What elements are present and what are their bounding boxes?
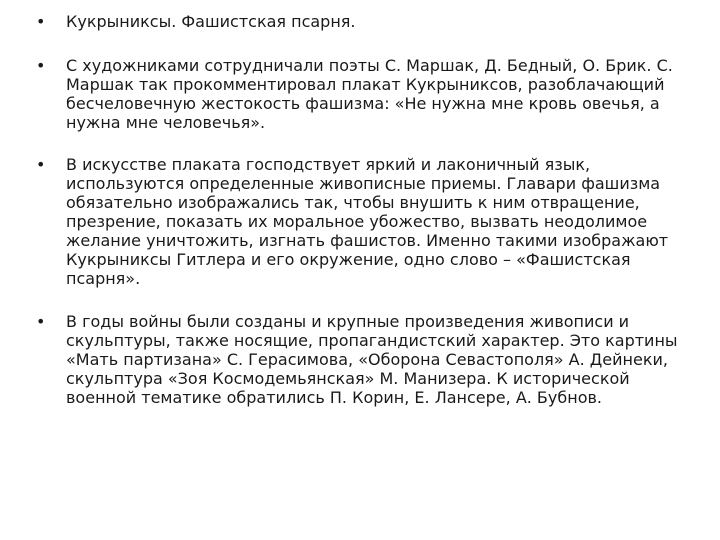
bullet-marker: •: [36, 155, 46, 174]
bullet-text: С художниками сотрудничали поэты С. Маршак, Д. Бедный, О. Брик. С. Маршак так прокомментировал плакат Кукрыниксов, разоблачающий бесчеловечную жестокость фашизма: «Не нужна мне кровь овечья, а нужна мне человечья».: [66, 56, 673, 132]
bullet-marker: •: [36, 56, 46, 75]
bullet-text: В годы войны были созданы и крупные произведения живописи и скульптуры, также носящие, пропагандистский характер. Это картины «Мать партизана» С. Герасимова, «Оборона Севастополя» А. Дейнеки, скульптура «Зоя Космодемьянская» М. Манизера. К исторической военной тематике обратились П. Корин, Е. Лансере, А. Бубнов.: [66, 312, 678, 407]
bullet-list: [36, 12, 700, 407]
bullet-marker: •: [36, 312, 46, 331]
bullet-item-1: [36, 12, 700, 31]
bullet-item-4: [36, 312, 700, 407]
bullet-text: Кукрыниксы. Фашистская псарня.: [66, 12, 356, 31]
bullet-item-2: [36, 56, 700, 132]
bullet-marker: •: [36, 12, 46, 31]
bullet-text: В искусстве плаката господствует яркий и лаконичный язык, используются определенные живописные приемы. Главари фашизма обязательно изображались так, чтобы внушить к ним отвращение, презрение, показать их моральное убожество, вызвать неодолимое желание уничтожить, изгнать фашистов. Именно такими изображают Кукрыниксы Гитлера и его окружение, одно слово – «Фашистская псарня».: [66, 155, 669, 288]
bullet-item-3: [36, 155, 700, 288]
